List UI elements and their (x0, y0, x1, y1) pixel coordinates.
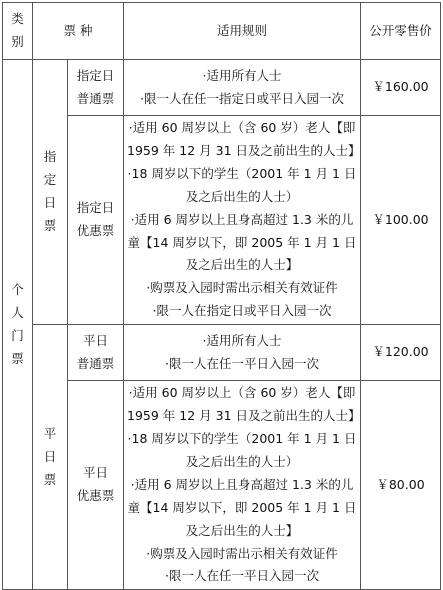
ticket-name-cell: 指定日 优惠票 (68, 116, 124, 325)
rules-cell: ·适用 60 周岁以上（含 60 岁）老人【即 1959 年 12 月 31 日及之前出生的人士】 ·18 周岁以下的学生（2001 年 1 月 1 日及之后出生的人士） ·适用 6 周岁以上且身高超过 1.3 米的儿童【14 周岁以下，即 2005 年 1 月 1 日及之后出生的人士】 ·购票及入园时需出示相关有效证件 ·限一人在指定日或平日入园一次 (124, 116, 361, 325)
section-label-cell: 平日票 (33, 325, 68, 590)
ticket-name-cell: 指定日 普通票 (68, 60, 124, 116)
header-rules: 适用规则 (124, 3, 361, 60)
rules-cell: ·适用所有人士 ·限一人在任一指定日或平日入园一次 (124, 60, 361, 116)
rules-cell: ·适用 60 周岁以上（含 60 岁）老人【即 1959 年 12 月 31 日及之前出生的人士】 ·18 周岁以下的学生（2001 年 1 月 1 日及之后出生的人士） ·适用 6 周岁以上且身高超过 1.3 米的儿童【14 周岁以下，即 2005 年 1 月 1 日及之后出生的人士】 ·购票及入园时需出示相关有效证件 ·限一人在任一平日入园一次 (124, 381, 361, 590)
table-row (3, 60, 441, 116)
table-row (3, 325, 441, 381)
price-cell: ￥160.00 (361, 60, 441, 116)
group-label-cell: 个人门票 (3, 60, 33, 590)
price-cell: ￥80.00 (361, 381, 441, 590)
price-cell: ￥120.00 (361, 325, 441, 381)
table-row (3, 116, 441, 325)
header-category: 类别 (3, 3, 33, 60)
header-price: 公开零售价 (361, 3, 441, 60)
section-label-cell: 指定日票 (33, 60, 68, 325)
header-ticket-type: 票 种 (33, 3, 124, 60)
ticket-name-cell: 平日 普通票 (68, 325, 124, 381)
price-cell: ￥100.00 (361, 116, 441, 325)
ticket-price-table (2, 2, 441, 590)
ticket-name-cell: 平日 优惠票 (68, 381, 124, 590)
rules-cell: ·适用所有人士 ·限一人在任一平日入园一次 (124, 325, 361, 381)
header-row (3, 3, 441, 60)
table-row (3, 381, 441, 590)
